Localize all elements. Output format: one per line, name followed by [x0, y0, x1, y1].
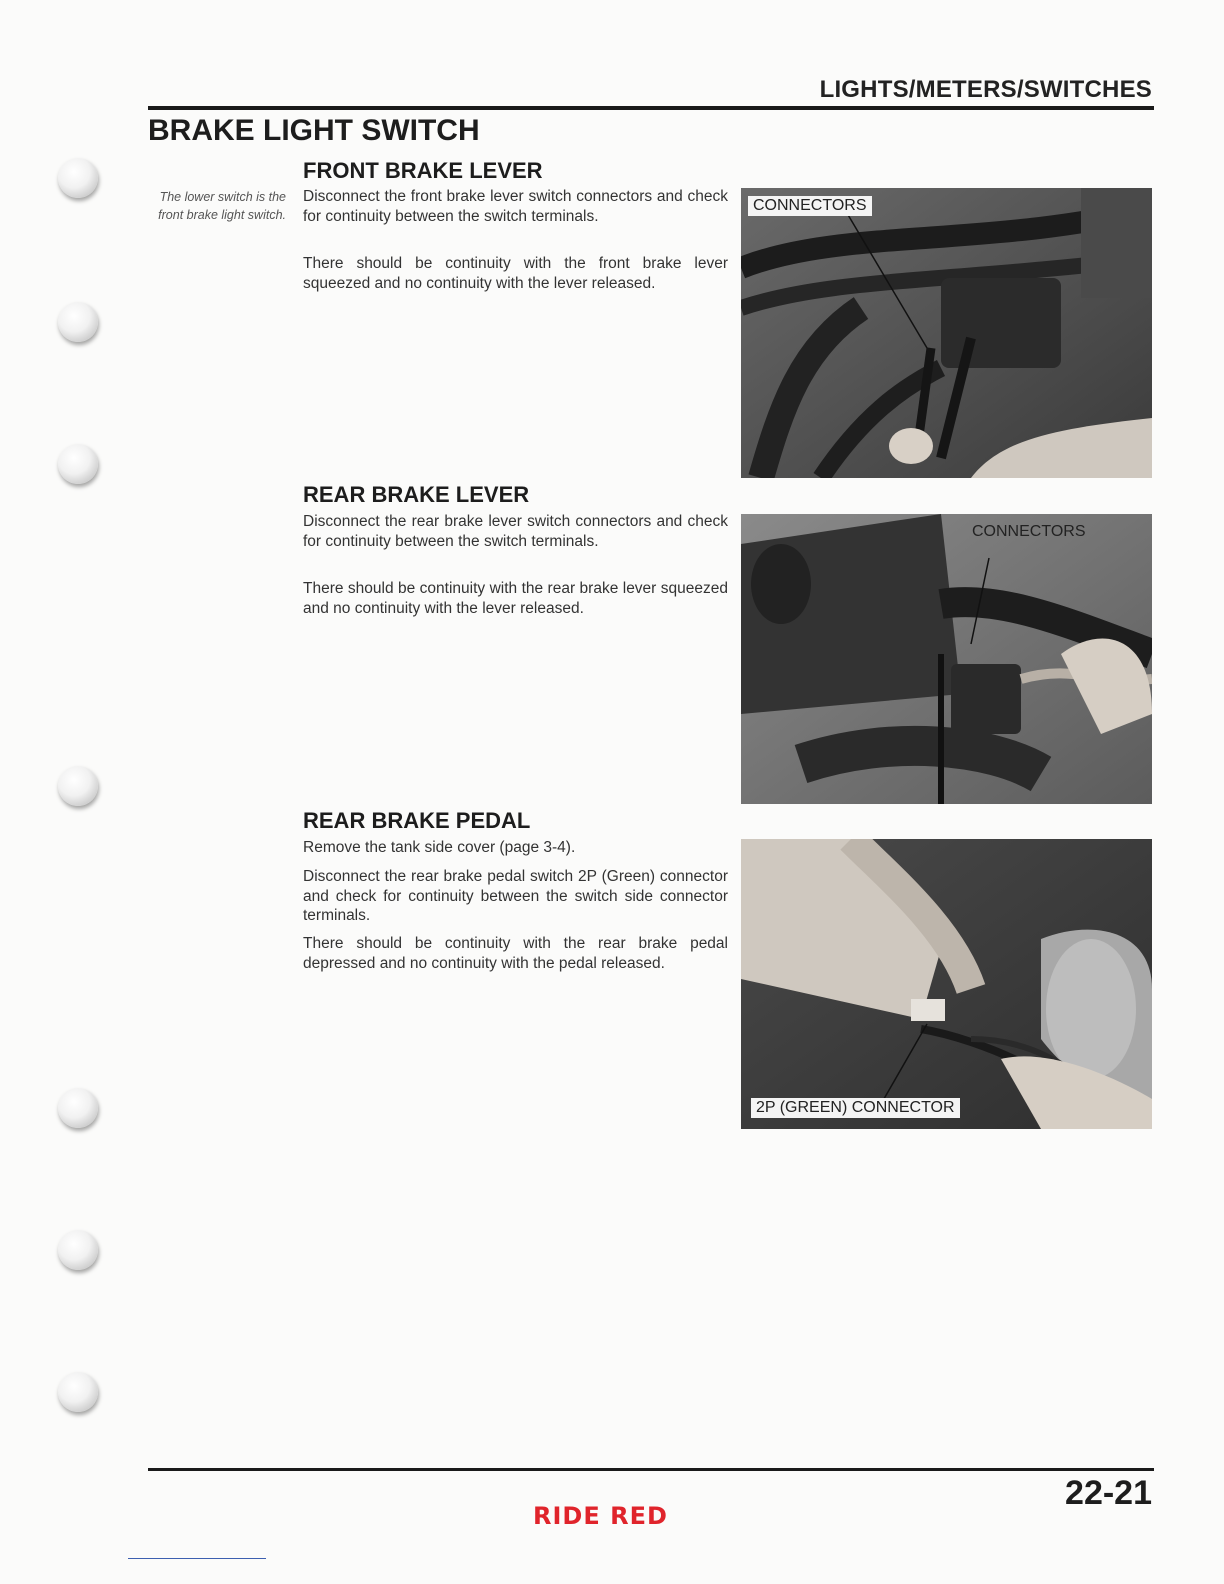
section-label: LIGHTS/METERS/SWITCHES	[819, 76, 1152, 103]
rear-brake-pedal-heading: REAR BRAKE PEDAL	[303, 808, 531, 833]
rear-brake-pedal-paragraph-2: Disconnect the rear brake pedal switch 2P (Green) connector and check for continuity between the switch side connector terminals.	[303, 868, 728, 924]
binder-hole	[58, 158, 98, 198]
rear-brake-lever-paragraph-2: There should be continuity with the rear brake lever squeezed and no continuity with the lever released.	[303, 580, 728, 617]
header-rule	[148, 106, 1154, 110]
rear-brake-lever-heading: REAR BRAKE LEVER	[303, 482, 530, 507]
binder-hole	[58, 302, 98, 342]
rear-brake-lever-photo	[741, 514, 1152, 804]
front-brake-lever-photo	[741, 188, 1152, 478]
front-connectors-callout: CONNECTORS	[748, 196, 872, 216]
rear-brake-pedal-paragraph-1: Remove the tank side cover (page 3-4).	[303, 839, 576, 856]
rear-brake-pedal-photo	[741, 839, 1152, 1129]
footer-link-underline	[128, 1558, 266, 1559]
rear-brake-pedal-paragraph-3: There should be continuity with the rear brake pedal depressed and no continuity with the pedal released.	[303, 935, 728, 972]
binder-hole	[58, 1372, 98, 1412]
side-note: The lower switch is the front brake light switch.	[158, 190, 286, 222]
brand-logo: RIDE RED	[533, 1502, 668, 1530]
rear-lever-connectors-callout: CONNECTORS	[972, 523, 1086, 540]
page-number: 22-21	[1065, 1474, 1152, 1512]
front-brake-lever-heading: FRONT BRAKE LEVER	[303, 158, 543, 183]
front-brake-paragraph-2: There should be continuity with the front brake lever squeezed and no continuity with the lever released.	[303, 255, 728, 292]
binder-hole	[58, 444, 98, 484]
rear-brake-lever-paragraph-1: Disconnect the rear brake lever switch connectors and check for continuity between the switch terminals.	[303, 513, 728, 550]
binder-hole	[58, 766, 98, 806]
footer-rule	[148, 1468, 1154, 1471]
green-connector-callout: 2P (GREEN) CONNECTOR	[751, 1098, 960, 1118]
binder-hole	[58, 1230, 98, 1270]
page-title: BRAKE LIGHT SWITCH	[148, 114, 480, 147]
binder-hole	[58, 1088, 98, 1128]
front-brake-paragraph-1: Disconnect the front brake lever switch connectors and check for continuity between the switch terminals.	[303, 188, 728, 225]
